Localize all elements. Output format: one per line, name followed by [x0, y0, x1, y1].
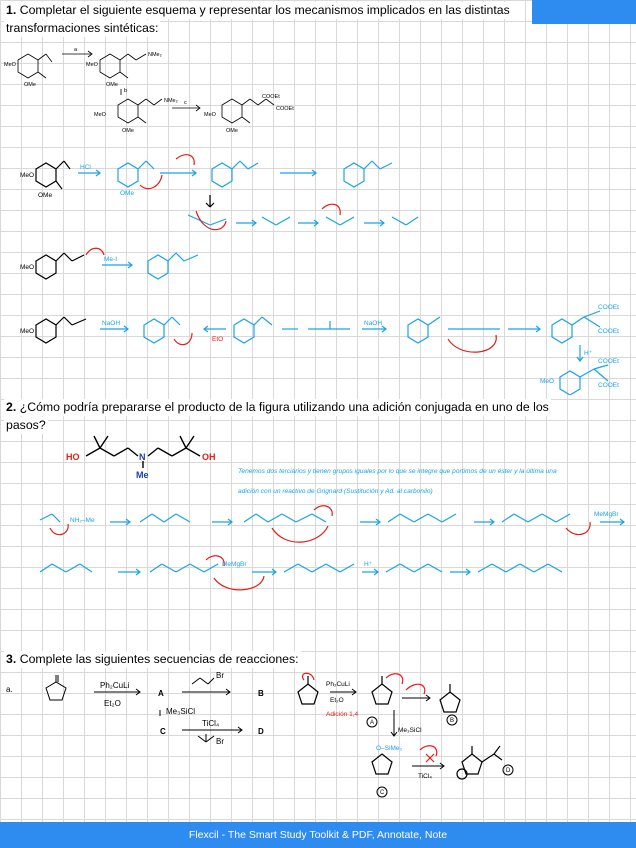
q1-meo-4: MeO	[204, 112, 216, 118]
q1-meo-h4: MeO	[540, 378, 555, 385]
q1-cooet-1: COOEt	[262, 94, 280, 100]
footer-bar	[0, 822, 636, 848]
q2-mgbr-label-1: MeMgBr	[594, 511, 619, 518]
q2-number: 2.	[6, 400, 17, 414]
q1-number: 1.	[6, 3, 17, 17]
q1-mechanism-drawing	[0, 145, 636, 395]
q1-eto-label: EtO	[212, 336, 224, 343]
q1-reagent-b: b	[124, 88, 128, 94]
q3-hand-et2o: Et₂O	[330, 697, 344, 704]
q1-ome-1: OMe	[24, 82, 36, 88]
q1-text-line1: Completar el siguiente esquema y representar los mecanismos implicados en las distintas	[19, 3, 510, 17]
q1-printed-scheme	[0, 40, 330, 140]
q3-handwritten-answer	[290, 670, 636, 810]
q3-printed-scheme	[0, 670, 290, 750]
q2-note-line1: Tenemos dos terciarios y tienen grupos iguales por lo que se integre que portimos de un éster y la última una	[238, 468, 557, 475]
q1-meo-3: MeO	[94, 112, 106, 118]
q3-br-1: Br	[216, 671, 224, 680]
q2-text-line2: pasos?	[6, 418, 46, 432]
q1-naoh-label-2: NaOH	[364, 320, 383, 327]
q1-cooet-h3: COOEt	[598, 358, 619, 365]
q2-nh2me-label: NH₂–Me	[70, 517, 95, 524]
q3-text: Complete las siguientes secuencias de reacciones:	[19, 652, 299, 666]
q3-hand-otms: O–SiMe₃	[376, 745, 403, 752]
q1-meo-2: MeO	[86, 62, 98, 68]
q2-note-line2: adición con un reactivo de Grignard (Sustitución y Ad. al carbonilo)	[238, 488, 433, 495]
q3-number: 3.	[6, 652, 17, 666]
q3-et2o: Et₂O	[104, 699, 121, 708]
top-accent-bar	[532, 0, 636, 24]
q2-mgbr-label-2: MeMgBr	[222, 561, 247, 568]
q1-ome-h1: OMe	[38, 192, 53, 199]
q3-circ-B: B	[450, 718, 455, 724]
q1-meo-h1: MeO	[20, 172, 35, 179]
q1-reagent-c: c	[184, 100, 187, 106]
q1-naoh-label: NaOH	[102, 320, 121, 327]
q1-hcl-label: HCl	[80, 164, 91, 171]
q3-circ-D: D	[506, 768, 511, 774]
q3-hand-ph2culi: Ph₂CuLi	[326, 681, 350, 688]
q3-ph2culi: Ph₂CuLi	[100, 681, 130, 690]
q1-meo-1: MeO	[4, 62, 16, 68]
q3-label-C: C	[160, 727, 166, 736]
q2-note	[238, 462, 634, 502]
q2-n-label: N	[139, 452, 146, 462]
q3-br-2: Br	[216, 737, 224, 746]
q2-text-line2-wrap	[4, 417, 48, 434]
q1-meo-h3: MeO	[20, 328, 35, 335]
q3-hand-note: Adición 1,4	[326, 711, 359, 718]
q1-nme2-2: NMe₂	[164, 98, 178, 104]
q3-part-a: a.	[6, 685, 13, 694]
q2-me-label: Me	[136, 470, 149, 480]
q3-me3sicl: Me₃SiCl	[166, 707, 196, 716]
q1-cooet-h4: COOEt	[598, 382, 619, 389]
q1-cooet-h1: COOEt	[598, 304, 619, 311]
q2-oh-label: OH	[202, 452, 216, 462]
q1-cooet-h2: COOEt	[598, 328, 619, 335]
q3-label-A: A	[158, 689, 164, 698]
q1-reagent-a: a	[74, 47, 78, 53]
q2-heading	[4, 399, 551, 416]
q2-target-structure	[60, 428, 230, 484]
q1-text-line2-wrap	[4, 20, 160, 37]
q3-hand-me3sicl: Me₃SiCl	[398, 727, 422, 734]
q1-heading	[4, 2, 512, 19]
q1-text-line2: transformaciones sintéticas:	[6, 21, 159, 35]
q2-mechanism-drawing	[0, 500, 636, 600]
q1-ome-4: OMe	[226, 128, 238, 134]
q3-hand-ticl4: TiCl₄	[418, 773, 432, 780]
q3-label-D: D	[258, 727, 264, 736]
row2-start-molecule	[36, 253, 84, 279]
footer-text: Flexcil - The Smart Study Toolkit & PDF, Annotate, Note	[188, 829, 448, 841]
q3-circ-C: C	[380, 790, 385, 796]
q1-hplus-label: H⁺	[584, 350, 593, 357]
q1-ome-2: OMe	[106, 82, 118, 88]
row3-start-molecule	[36, 317, 86, 343]
q2-text-line1: ¿Cómo podría prepararse el producto de la figura utilizando una adición conjugada en uno de los	[19, 400, 549, 414]
q2-hplus-label: H⁺	[364, 561, 373, 568]
q3-label-B: B	[258, 689, 264, 698]
q1-nme2-1: NMe₂	[148, 52, 162, 58]
q1-ome-3: OMe	[122, 128, 134, 134]
q3-ticl4: TiCl₄	[202, 719, 220, 728]
q1-ome-h2: OMe	[120, 190, 135, 197]
q1-mei-label: Me-I	[104, 256, 117, 263]
q3-circ-A: A	[370, 720, 375, 726]
q3-heading	[4, 651, 301, 668]
q2-ho-label: HO	[66, 452, 80, 462]
q1-cooet-2: COOEt	[276, 106, 294, 112]
row1-start-molecule	[36, 161, 70, 189]
q1-meo-h2: MeO	[20, 264, 35, 271]
